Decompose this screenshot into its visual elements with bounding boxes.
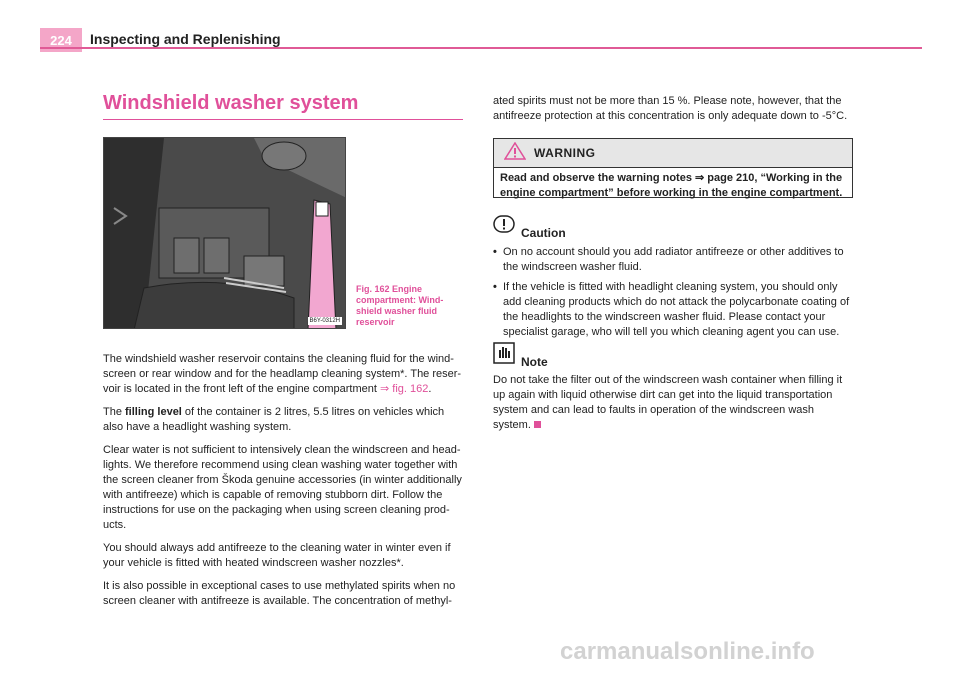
paragraph-location xyxy=(103,352,463,397)
paragraph-text: The xyxy=(103,406,126,418)
header-rule xyxy=(40,47,922,49)
engine-illustration xyxy=(104,138,346,329)
right-column-continued-text xyxy=(493,94,853,124)
caution-item xyxy=(493,280,853,340)
paragraph-methylated-spirits: It is also possible in exceptional cases to use methylated spirits when no screen cleaner with antifreeze is available. The concentration of methyl- xyxy=(103,580,456,607)
warning-header xyxy=(494,139,852,168)
caution-item-text: On no account should you add radiator antifreeze or other additives to the windscreen washer fluid. xyxy=(503,246,844,273)
figure-code: B6Y-0312H xyxy=(309,318,340,324)
paragraph-text: of the container is 2 litres, 5.5 litres on vehicles which also have a headlight washing system. xyxy=(103,406,445,433)
caution-item xyxy=(493,245,853,275)
warning-triangle-icon xyxy=(504,142,526,165)
caution-header xyxy=(493,214,853,240)
paragraph-clear-water: Clear water is not sufficient to intensively clean the windscreen and head-lights. We therefore recommend using clean washing water together with the screen cleaner from Škoda genuine accessories (in winter additionally with antifreeze) which is capable of removing stubborn dirt. Follow the instructions for use on the packaging when using screen cleaning prod-ucts. xyxy=(103,444,462,531)
note-header xyxy=(493,343,853,369)
page-number-text: 224 xyxy=(50,32,72,48)
note-hand-icon xyxy=(493,342,515,369)
note-title: Note xyxy=(521,355,548,369)
caution-title: Caution xyxy=(521,226,566,240)
paragraph-continued: ated spirits must not be more than 15 %. Please note, however, that the antifreeze protection at this concentration is only adequate down to -5°C. xyxy=(493,95,848,122)
paragraph-text: The windshield washer reservoir contains the cleaning fluid for the wind-screen or rear window and for the headlamp cleaning system*. The reser-voir is located in the front left of the engine compartment xyxy=(103,353,462,395)
note-section xyxy=(493,343,853,433)
note-text-content: Do not take the filter out of the windscreen wash container when filling it up again with liquid otherwise dirt can get into the liquid transportation system and can lead to faults in operation of the windscreen wash system. xyxy=(493,374,843,431)
paragraph-filling-level xyxy=(103,405,463,435)
watermark: carmanualsonline.info xyxy=(560,638,815,665)
caution-exclamation-icon xyxy=(493,215,515,240)
section-title: Windshield washer system xyxy=(103,92,359,114)
figure-caption: Fig. 162 Engine compartment: Wind-shield washer fluid reservoir xyxy=(356,284,444,327)
bold-term: filling level xyxy=(125,406,182,418)
section-end-marker-icon xyxy=(534,421,541,428)
bullet-icon: • xyxy=(493,246,497,258)
paragraph-text: . xyxy=(428,383,432,395)
bullet-icon: • xyxy=(493,281,497,293)
caution-section xyxy=(493,214,853,340)
warning-box xyxy=(493,138,853,198)
running-title: Inspecting and Replenishing xyxy=(90,31,281,47)
left-column xyxy=(103,352,463,617)
engine-compartment-figure xyxy=(103,137,346,329)
caution-item-text: If the vehicle is fitted with headlight cleaning system, you should only add cleaning products which do not attack the polycarbonate coating of the headlights to the windscreen washer fluid. Please contact your specialist garage, who will tell you which cleaning agent you can use. xyxy=(503,281,850,338)
paragraph-antifreeze: You should always add antifreeze to the cleaning water in winter even if your vehicle is fitted with heated windscreen washer nozzles*. xyxy=(103,542,451,569)
warning-title: WARNING xyxy=(534,146,596,160)
figure-reference-link[interactable]: ⇒ fig. 162 xyxy=(379,383,429,395)
note-text xyxy=(493,373,853,433)
title-rule xyxy=(103,119,463,120)
warning-text: Read and observe the warning notes ⇒ page 210, “Working in the engine compartment” before working in the engine compartment. xyxy=(500,172,843,199)
